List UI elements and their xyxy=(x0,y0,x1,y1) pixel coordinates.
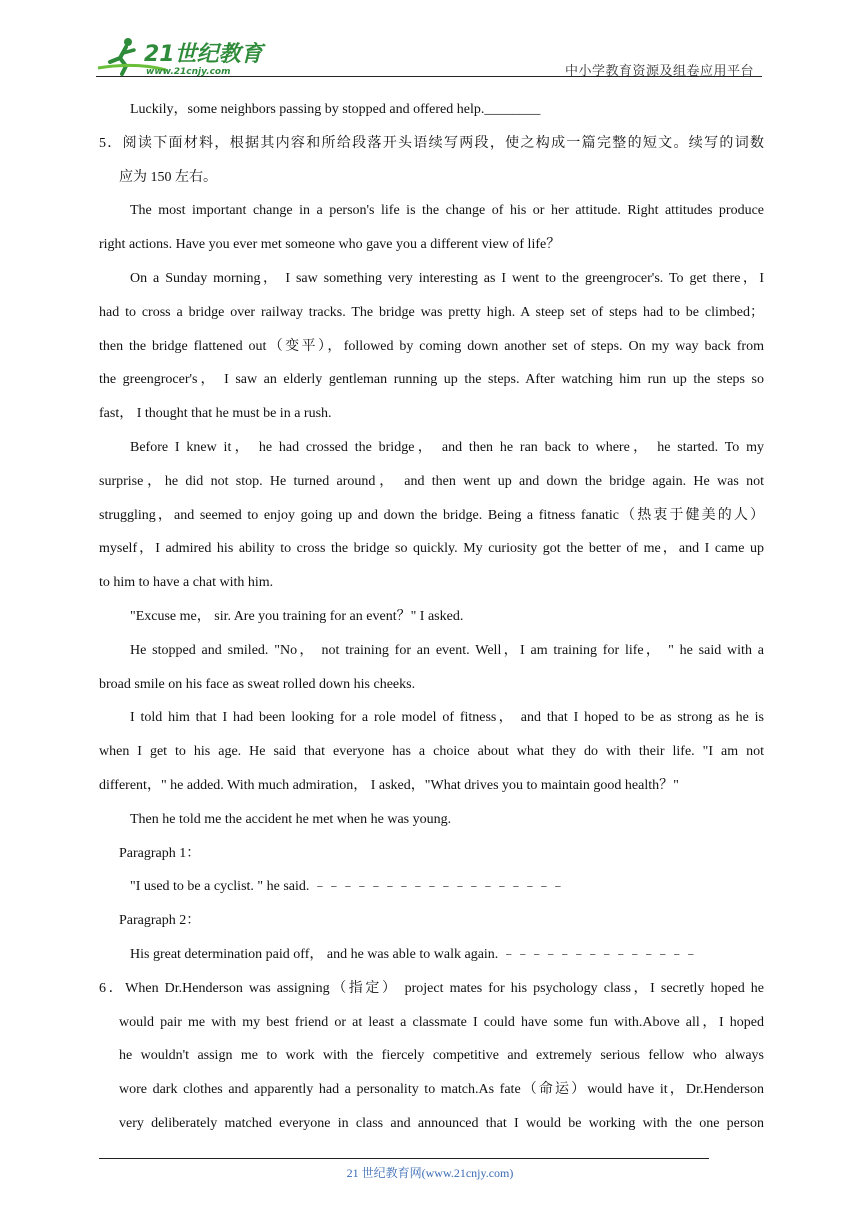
text-line: 5．阅读下面材料，根据其内容和所给段落开头语续写两段，使之构成一篇完整的短文。续写的词数 xyxy=(99,135,764,151)
text-line: struggling，and seemed to enjoy going up and down the bridge. Being a fitness fanatic（热衷于健美的人） xyxy=(99,507,764,523)
text-line: On a Sunday morning， I saw something very interesting as I went to the greengrocer's. To get there，I xyxy=(130,271,764,286)
text-line: The most important change in a person's life is the change of his or her attitude. Right attitudes produce xyxy=(130,203,764,219)
text-line: right actions. Have you ever met someone who gave you a different view of life？ xyxy=(99,237,561,253)
text-line: when I get to his age. He said that everyone has a choice about what they do with their life. "I am not xyxy=(99,744,764,760)
text-line: I told him that I had been looking for a role model of fitness， and that I hoped to be as strong as he is xyxy=(130,710,764,726)
svg-text:21世纪教育: 21世纪教育 xyxy=(144,42,263,67)
text-line: Then he told me the accident he met when he was young. xyxy=(130,811,452,827)
text-line: fast， I thought that he must be in a rush. xyxy=(99,406,332,422)
text-line: broad smile on his face as sweat rolled down his cheeks. xyxy=(99,676,416,692)
page-header xyxy=(96,34,762,78)
text-line: His great determination paid off， and he was able to walk again. ﹣﹣﹣﹣﹣﹣﹣﹣﹣﹣﹣﹣﹣﹣ xyxy=(130,947,698,962)
text-line: surprise，he did not stop. He turned around， and then went up and down the bridge again. He was not xyxy=(99,473,764,489)
text-line: to him to have a chat with him. xyxy=(99,575,274,591)
text-line: He stopped and smiled. "No， not training for an event. Well，I am training for life， " he said with a xyxy=(130,642,764,658)
text-line: wore dark clothes and apparently had a personality to match.As fate（命运）would have it，Dr.Henderson xyxy=(119,1082,764,1098)
svg-text:www.21cnjy.com: www.21cnjy.com xyxy=(146,67,231,77)
text-line: the greengrocer's， I saw an elderly gentleman running up the steps. After watching him run up the steps so xyxy=(99,372,764,388)
text-line: had to cross a bridge over railway tracks. The bridge was pretty high. A steep set of steps had to be climbed； xyxy=(99,304,764,320)
text-line: would pair me with my best friend or at least a classmate I could have some fun with.Above all，I hoped xyxy=(119,1014,764,1030)
platform-name: 中小学教育资源及组卷应用平台 xyxy=(564,63,754,78)
text-line: very deliberately matched everyone in class and announced that I would be working with the one person xyxy=(119,1116,764,1131)
logo-21cnjy xyxy=(96,34,266,78)
text-line: then the bridge flattened out（变平），followed by coming down another set of steps. On my way back from xyxy=(99,338,764,354)
text-line: different，" he added. With much admiration， I asked，"What drives you to maintain good health？" xyxy=(99,778,679,793)
text-line: Paragraph 2： xyxy=(119,913,201,929)
text-line: 6．When Dr.Henderson was assigning（指定） project mates for his psychology class，I secretly hoped he xyxy=(99,980,764,996)
footer-site: 21 世纪教育网(www.21cnjy.com) xyxy=(346,1166,514,1180)
text-line: "I used to be a cyclist. " he said. ﹣﹣﹣﹣﹣﹣﹣﹣﹣﹣﹣﹣﹣﹣﹣﹣﹣﹣ xyxy=(130,879,565,895)
text-line: Before I knew it， he had crossed the bridge， and then he ran back to where， he started. To my xyxy=(130,440,764,455)
text-line: he wouldn't assign me to work with the fiercely competitive and extremely serious fellow who always xyxy=(119,1048,764,1064)
text-line: Paragraph 1： xyxy=(119,845,201,861)
text-line: myself，I admired his ability to cross the bridge so quickly. My curiosity got the better of me，and I came up xyxy=(99,541,764,557)
footer-divider xyxy=(99,1158,709,1159)
text-line: Luckily，some neighbors passing by stopped and offered help.________ xyxy=(130,102,541,117)
header-divider xyxy=(96,76,762,77)
text-line: "Excuse me， sir. Are you training for an event？" I asked. xyxy=(130,609,464,624)
text-line: 应为 150 左右。 xyxy=(119,169,217,185)
